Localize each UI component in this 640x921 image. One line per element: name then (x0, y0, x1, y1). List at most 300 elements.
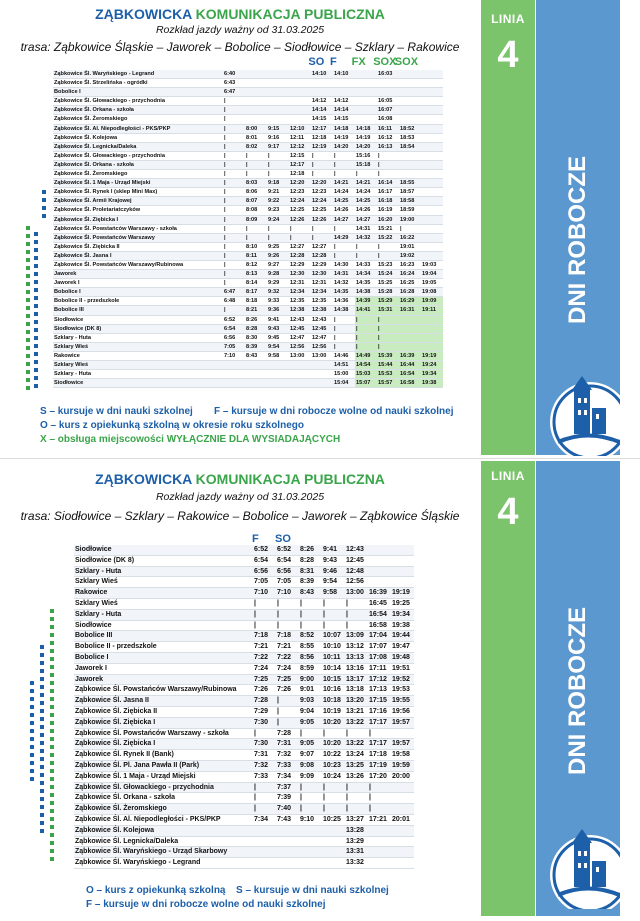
table-row (74, 814, 414, 825)
departure-time (421, 224, 443, 233)
departure-time: 15:07 (355, 379, 377, 388)
departure-time: | (333, 342, 355, 351)
departure-time: 15:44 (377, 361, 399, 370)
departure-time (399, 160, 421, 169)
column-code: F (252, 533, 259, 545)
departure-time (253, 836, 276, 847)
stop-name: Jaworek I (74, 663, 253, 674)
departure-time: 10:24 (322, 771, 345, 782)
departure-time (245, 115, 267, 124)
stop-name: Ząbkowice Śl. Powstańców Warszawy/Rubinowa (74, 685, 253, 696)
table-row (74, 674, 414, 685)
departure-time: | (311, 170, 333, 179)
departure-time: 9:33 (267, 297, 289, 306)
departure-time: 16:31 (399, 306, 421, 315)
departure-time: | (223, 142, 245, 151)
departure-time (299, 836, 322, 847)
departure-time (391, 793, 414, 804)
stop-name: Bobolice II - przedszkole (74, 642, 253, 653)
departure-time: | (322, 620, 345, 631)
departure-time (355, 97, 377, 106)
departure-time (368, 566, 391, 577)
departure-time: | (345, 620, 368, 631)
stop-name: Ząbkowice Śl. Ziębicka II (53, 242, 223, 251)
departure-time: | (267, 233, 289, 242)
departure-time (421, 142, 443, 151)
departure-time (245, 370, 267, 379)
departure-time: | (377, 151, 399, 160)
departure-time: 7:29 (253, 706, 276, 717)
departure-time (276, 847, 299, 858)
table-row (53, 233, 443, 242)
departure-time: 19:03 (421, 260, 443, 269)
stop-name: Jaworek I (53, 279, 223, 288)
departure-time: 14:38 (355, 288, 377, 297)
stop-name: Szklary - Huta (74, 609, 253, 620)
departure-time (368, 825, 391, 836)
departure-time: 13:17 (345, 674, 368, 685)
departure-time: 12:29 (289, 260, 311, 269)
departure-time: 7:05 (253, 577, 276, 588)
table-row (53, 370, 443, 379)
stop-name: Szklary Wieś (74, 598, 253, 609)
stop-name: Ząbkowice Śl. Orkana - szkoła (53, 106, 223, 115)
departure-time: | (223, 270, 245, 279)
departure-time: 7:05 (276, 577, 299, 588)
validity-date: Rozkład jazdy ważny od 31.03.2025 (155, 24, 325, 36)
stop-name: Ząbkowice Śl. Rynek I (sklep Mini Max) (53, 188, 223, 197)
departure-time: 12:25 (311, 206, 333, 215)
stop-name: Bobolice I (74, 652, 253, 663)
departure-time: 7:05 (223, 342, 245, 351)
departure-time: 12:27 (311, 242, 333, 251)
departure-time: | (267, 224, 289, 233)
table-row (74, 793, 414, 804)
stop-name: Ząbkowice Śl. Żeromskiego (74, 804, 253, 815)
departure-time (368, 847, 391, 858)
stop-name: Ząbkowice Śl. Kolejowa (74, 825, 253, 836)
departure-time: 19:57 (391, 739, 414, 750)
table-row (74, 609, 414, 620)
departure-time: 10:11 (322, 652, 345, 663)
departure-time: 7:25 (276, 674, 299, 685)
departure-time: | (355, 333, 377, 342)
departure-time: 14:26 (355, 206, 377, 215)
departure-time: 14:21 (355, 179, 377, 188)
departure-time: 8:43 (299, 588, 322, 599)
departure-time: 19:34 (391, 609, 414, 620)
departure-time: 8:06 (245, 188, 267, 197)
departure-time: | (368, 782, 391, 793)
departure-time: 7:21 (253, 642, 276, 653)
column-code: SO (275, 533, 291, 545)
departure-time: 19:08 (421, 288, 443, 297)
departure-time: | (345, 793, 368, 804)
departure-time: 19:47 (391, 642, 414, 653)
departure-time: | (333, 315, 355, 324)
departure-time: | (345, 598, 368, 609)
table-row (53, 97, 443, 106)
decor-dots-blue (34, 232, 38, 392)
departure-time: 12:43 (311, 315, 333, 324)
table-row (53, 142, 443, 151)
departure-time (276, 836, 299, 847)
departure-time: | (253, 782, 276, 793)
table-row (53, 115, 443, 124)
departure-time (223, 361, 245, 370)
departure-time: | (223, 124, 245, 133)
departure-time: 12:26 (311, 215, 333, 224)
departure-time: 12:45 (289, 324, 311, 333)
departure-time: 15:16 (355, 151, 377, 160)
departure-time: 7:31 (276, 739, 299, 750)
departure-time (276, 825, 299, 836)
departure-time: | (345, 609, 368, 620)
table-row (74, 685, 414, 696)
line-number: 4 (497, 34, 519, 76)
departure-time: 14:46 (333, 351, 355, 360)
stop-name: Ząbkowice Śl. Jasna II (74, 696, 253, 707)
departure-time: 6:43 (223, 79, 245, 88)
stop-name: Siodłowice (DK 8) (74, 555, 253, 566)
departure-time: 14:41 (355, 306, 377, 315)
departure-time: | (299, 620, 322, 631)
departure-time: | (253, 609, 276, 620)
table-row (53, 260, 443, 269)
departure-time: | (377, 242, 399, 251)
departure-time: 14:27 (333, 215, 355, 224)
departure-time: 12:34 (311, 288, 333, 297)
departure-time: | (223, 97, 245, 106)
departure-time (399, 324, 421, 333)
departure-time: | (223, 197, 245, 206)
departure-time (276, 858, 299, 869)
departure-time (322, 825, 345, 836)
table-row (53, 124, 443, 133)
departure-time: | (322, 804, 345, 815)
departure-time: 14:33 (355, 260, 377, 269)
departure-time: 9:00 (299, 674, 322, 685)
departure-time: 10:10 (322, 642, 345, 653)
departure-time: 9:17 (267, 142, 289, 151)
table-row (53, 151, 443, 160)
departure-time: | (333, 324, 355, 333)
departure-time: 14:19 (333, 133, 355, 142)
table-row (53, 206, 443, 215)
table-row (53, 324, 443, 333)
departure-time: 7:10 (276, 588, 299, 599)
departure-time: 10:20 (322, 739, 345, 750)
departure-time: 7:33 (253, 771, 276, 782)
departure-time: | (377, 342, 399, 351)
departure-time: 14:12 (333, 97, 355, 106)
departure-time: 19:11 (421, 306, 443, 315)
departure-time (391, 804, 414, 815)
departure-time: 9:25 (267, 242, 289, 251)
departure-time: 7:43 (276, 814, 299, 825)
departure-time: 14:14 (311, 106, 333, 115)
departure-time: | (322, 793, 345, 804)
departure-time: 7:25 (253, 674, 276, 685)
timetable-sheet-1 (0, 0, 640, 460)
departure-time (377, 88, 399, 97)
table-row (74, 858, 414, 869)
departure-time: 16:29 (399, 297, 421, 306)
departure-time: 20:00 (391, 771, 414, 782)
stop-name: Ząbkowice Śl. Głowackiego - przychodnia (53, 97, 223, 106)
departure-time: 19:01 (399, 242, 421, 251)
departure-time: 12:43 (345, 545, 368, 555)
departure-time: 16:13 (377, 142, 399, 151)
departure-time: 6:56 (276, 566, 299, 577)
departure-time (253, 847, 276, 858)
departure-time: 7:32 (253, 760, 276, 771)
departure-time: 15:25 (377, 279, 399, 288)
departure-time: 18:54 (399, 142, 421, 151)
departure-time: 7:21 (276, 642, 299, 653)
departure-time: 13:18 (345, 685, 368, 696)
departure-time: 7:32 (276, 750, 299, 761)
departure-time: 16:11 (377, 124, 399, 133)
departure-time: 12:18 (311, 133, 333, 142)
departure-time: | (223, 260, 245, 269)
departure-time (245, 106, 267, 115)
departure-time: | (223, 160, 245, 169)
departure-time (368, 836, 391, 847)
departure-time: | (253, 728, 276, 739)
departure-time: 12:20 (289, 179, 311, 188)
departure-time: | (355, 170, 377, 179)
departure-time: 14:29 (333, 233, 355, 242)
departure-time (421, 188, 443, 197)
departure-time (289, 88, 311, 97)
table-row (53, 133, 443, 142)
departure-time (311, 379, 333, 388)
departure-time: | (345, 804, 368, 815)
departure-time (245, 79, 267, 88)
departure-time: 15:53 (377, 370, 399, 379)
legend-x: X – obsługa miejscowości WYŁĄCZNIE DLA WYSIADAJĄCYCH (40, 434, 341, 445)
departures-table-1 (53, 70, 443, 388)
departure-time: | (223, 106, 245, 115)
stop-name: Ząbkowice Śl. Głowackiego - przychodnia (74, 782, 253, 793)
departure-time (311, 88, 333, 97)
table-row (74, 739, 414, 750)
departure-time: 13:26 (345, 771, 368, 782)
departure-time (421, 160, 443, 169)
departure-time: 8:56 (299, 652, 322, 663)
departure-time (421, 206, 443, 215)
departure-time: 13:16 (345, 663, 368, 674)
table-row (53, 197, 443, 206)
departure-time (289, 70, 311, 79)
departure-time: 7:33 (276, 760, 299, 771)
departure-time: 8:21 (245, 306, 267, 315)
departure-time: 14:31 (355, 224, 377, 233)
departure-time (391, 555, 414, 566)
departure-time: | (223, 251, 245, 260)
departure-time: 15:00 (333, 370, 355, 379)
departure-time: 7:30 (253, 717, 276, 728)
departure-time: 7:26 (276, 685, 299, 696)
stop-name: Szklary Wieś (74, 577, 253, 588)
departure-time: 15:22 (377, 233, 399, 242)
departure-time (311, 79, 333, 88)
departure-time: 15:24 (377, 270, 399, 279)
departure-time: 16:23 (399, 260, 421, 269)
departure-time: 19:38 (421, 379, 443, 388)
table-row (53, 333, 443, 342)
departure-time (399, 97, 421, 106)
table-row (53, 361, 443, 370)
departure-time: 12:25 (289, 206, 311, 215)
departure-time: 14:10 (333, 70, 355, 79)
departure-time: 19:02 (399, 251, 421, 260)
stop-name: Ząbkowice Śl. Waryńskiego - Legrand (53, 70, 223, 79)
page-title: ZĄBKOWICKA KOMUNIKACJA PUBLICZNA (95, 6, 385, 22)
departure-time: 9:04 (299, 706, 322, 717)
stop-name: Ząbkowice Śl. Rynek II (Bank) (74, 750, 253, 761)
table-row (74, 771, 414, 782)
departure-time (333, 79, 355, 88)
departure-time (322, 836, 345, 847)
departure-time (253, 825, 276, 836)
departure-time (289, 97, 311, 106)
departure-time: 12:56 (345, 577, 368, 588)
departure-time: | (223, 306, 245, 315)
stop-name: Szklary - Huta (53, 333, 223, 342)
departure-time: 9:15 (267, 124, 289, 133)
departure-time: 13:29 (345, 836, 368, 847)
table-row (53, 306, 443, 315)
departure-time: 7:40 (276, 804, 299, 815)
departure-time: | (245, 160, 267, 169)
departure-time: 16:22 (399, 233, 421, 242)
table-row (74, 804, 414, 815)
departure-time: | (377, 333, 399, 342)
legend-f: F – kursuje w dni robocze wolne od nauki szkolnej (214, 406, 454, 417)
departure-time: | (333, 151, 355, 160)
departure-time: 19:09 (421, 297, 443, 306)
departure-time (399, 315, 421, 324)
departure-time: 17:18 (368, 750, 391, 761)
table-row (74, 620, 414, 631)
departure-time: 8:12 (245, 260, 267, 269)
departure-time: 15:21 (377, 224, 399, 233)
departure-time: 13:22 (345, 739, 368, 750)
legend-s: S – kursuje w dni nauki szkolnej (40, 406, 193, 417)
stop-name: Siodłowice (74, 545, 253, 555)
departure-time: 12:23 (289, 188, 311, 197)
departure-time: | (377, 324, 399, 333)
table-row (53, 342, 443, 351)
departure-time: 12:45 (311, 324, 333, 333)
stop-name: Ząbkowice Śl. Powstańców Warszawy - szkoła (53, 224, 223, 233)
table-row (53, 288, 443, 297)
stop-name: Ząbkowice Śl. Ziębicka I (74, 739, 253, 750)
stop-name: Ząbkowice Śl. Ziębicka I (74, 717, 253, 728)
departure-time: | (223, 115, 245, 124)
departure-time: 14:25 (333, 197, 355, 206)
departure-time: 19:51 (391, 663, 414, 674)
stop-name: Szklary Wieś (53, 361, 223, 370)
line-number-2: 4 (497, 491, 519, 533)
stop-name: Jaworek (74, 674, 253, 685)
departure-time: 15:04 (333, 379, 355, 388)
departure-time: 13:09 (345, 631, 368, 642)
departure-time: 9:41 (322, 545, 345, 555)
departure-time: 16:08 (377, 115, 399, 124)
departure-time: 7:10 (253, 588, 276, 599)
departure-time: | (345, 728, 368, 739)
departure-time (421, 88, 443, 97)
table-row (53, 106, 443, 115)
departure-time: | (299, 804, 322, 815)
departure-time (391, 728, 414, 739)
stop-name: Siodłowice (DK 8) (53, 324, 223, 333)
departure-time: 16:39 (399, 351, 421, 360)
departure-time: 12:24 (311, 197, 333, 206)
departure-time: 8:13 (245, 270, 267, 279)
departure-time: 8:09 (245, 215, 267, 224)
departure-time: | (276, 706, 299, 717)
departure-time: 17:17 (368, 739, 391, 750)
departure-time: | (223, 151, 245, 160)
departure-time: 9:05 (299, 717, 322, 728)
departure-time: 17:13 (368, 685, 391, 696)
table-row (53, 242, 443, 251)
departure-time: 9:28 (267, 270, 289, 279)
stop-name: Jaworek (53, 270, 223, 279)
stop-name: Szklary Wieś (53, 342, 223, 351)
departure-time (399, 151, 421, 160)
departure-time: 19:24 (421, 361, 443, 370)
departure-time (267, 370, 289, 379)
departure-time: | (322, 609, 345, 620)
departure-time: | (333, 224, 355, 233)
departure-time: 18:53 (399, 133, 421, 142)
departure-time: 8:10 (245, 242, 267, 251)
departure-time (299, 825, 322, 836)
departure-time (289, 106, 311, 115)
departure-time: 15:39 (377, 351, 399, 360)
departure-time: 6:47 (223, 88, 245, 97)
departure-time: 16:54 (399, 370, 421, 379)
departure-time: 17:12 (368, 674, 391, 685)
departure-time (421, 151, 443, 160)
stop-name: Bobolice II - przedszkole (53, 297, 223, 306)
departure-time: | (223, 133, 245, 142)
table-row (74, 696, 414, 707)
stop-name: Siodłowice (53, 379, 223, 388)
decor-dots-blue-2 (42, 190, 46, 222)
departure-time: 19:38 (391, 620, 414, 631)
column-code: SOX (373, 56, 397, 68)
departure-time: 7:22 (253, 652, 276, 663)
departure-time: 9:43 (267, 324, 289, 333)
departure-time: 8:17 (245, 288, 267, 297)
departure-time (421, 79, 443, 88)
departure-time: 19:19 (421, 351, 443, 360)
departure-time: 8:08 (245, 206, 267, 215)
departure-time: 6:54 (223, 324, 245, 333)
table-row (74, 782, 414, 793)
departure-time: 7:26 (253, 685, 276, 696)
stop-name: Ząbkowice Śl. Ziębicka I (53, 215, 223, 224)
stop-name: Bobolice III (53, 306, 223, 315)
departure-time: 13:00 (345, 588, 368, 599)
departure-time (267, 361, 289, 370)
